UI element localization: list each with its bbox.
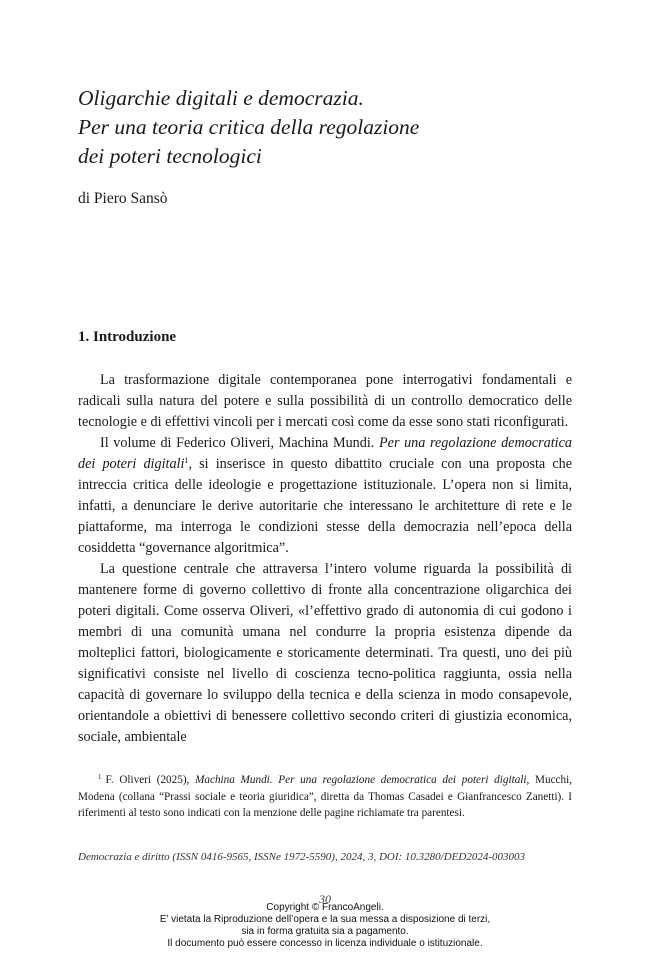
footnote-end: , Mucchi, Modena (collana “Prassi sociale e teoria giuridica”, diretta da Thomas Casadei e Gianfrancesco Zanetti). I riferimenti al testo sono indicati con la menzione delle pagine richiamate tra parentesi. — [78, 774, 572, 819]
body-text — [78, 370, 572, 748]
title-line-3: dei poteri tecnologici — [78, 144, 262, 168]
copyright-line-2: E’ vietata la Riproduzione dell’opera e la sua messa a disposizione di terzi, — [159, 914, 491, 925]
paragraph-2 — [78, 433, 572, 559]
title-line-1: Oligarchie digitali e democrazia. — [78, 86, 364, 110]
copyright-line-3: sia in forma gratuita sia a pagamento. — [241, 926, 409, 937]
footnote — [78, 772, 572, 822]
book-subtitle: Per una regolazione democratica dei poteri digitali — [78, 435, 572, 472]
title-line-2: Per una teoria critica della regolazione — [78, 115, 420, 139]
paragraph-1: La trasformazione digitale contemporanea pone interrogativi fondamentali e radicali sulla natura del potere e sulla possibilità di un controllo democratico delle tecnologie e di effettivi vincoli per i mercati così come da esse sono stati riconfigurati. — [78, 372, 572, 430]
copyright-line-4: Il documento può essere concesso in licenza individuale o istituzionale. — [167, 938, 483, 949]
page-number: 30 — [319, 892, 331, 906]
paragraph-2-end: , si inserisce in questo dibattito cruciale con una proposta che intreccia critica delle ideologie e progettazione istituzionale. L’opera non si limita, infatti, a denunciare le derive autoritarie che interessano le architetture di rete e le piattaforme, ma interroga le condizioni stesse della democrazia nell’epoca della cosiddetta “governance algoritmica”. — [78, 456, 573, 556]
footnote-mark: 1 — [98, 773, 102, 781]
paragraph-3: La questione centrale che attraversa l’intero volume riguarda la possibilità di mantenere forme di governo collettivo di fronte alla concentrazione oligarchica dei poteri digitali. Come osserva Oliveri, «l’effettivo grado di autonomia di cui godono i membri di una comunità umana nel condurre la propria esistenza dipende da molteplici fattori, biologicamente e storicamente determinati. Tra questi, uno dei più significativi consiste nel livello di coscienza tecno-politica raggiunta, ossia nella capacità di governare lo sviluppo della tecnica e della scienza in modo consapevole, orientandole a obiettivi di benessere collettivo secondo criteri di giustizia economica, sociale, ambientale — [78, 561, 572, 745]
copyright-line-1: Copyright © FrancoAngeli. — [266, 902, 384, 913]
footnote-book-title: Machina Mundi. Per una regolazione democratica dei poteri digitali — [195, 774, 527, 786]
author-line: di Piero Sansò — [78, 190, 168, 207]
paragraph-2-start: Il volume di Federico Oliveri, Machina Mundi. — [100, 435, 379, 451]
copyright-notice — [0, 902, 650, 950]
article-title — [78, 84, 578, 171]
section-heading: 1. Introduzione — [78, 329, 177, 345]
footnote-start: F. Oliveri (2025), — [105, 774, 196, 786]
journal-reference: Democrazia e diritto (ISSN 0416-9565, ISSNe 1972-5590), 2024, 3, DOI: 10.3280/DED2024-003003 — [78, 851, 525, 863]
footnote-ref[interactable]: 1 — [184, 456, 189, 465]
